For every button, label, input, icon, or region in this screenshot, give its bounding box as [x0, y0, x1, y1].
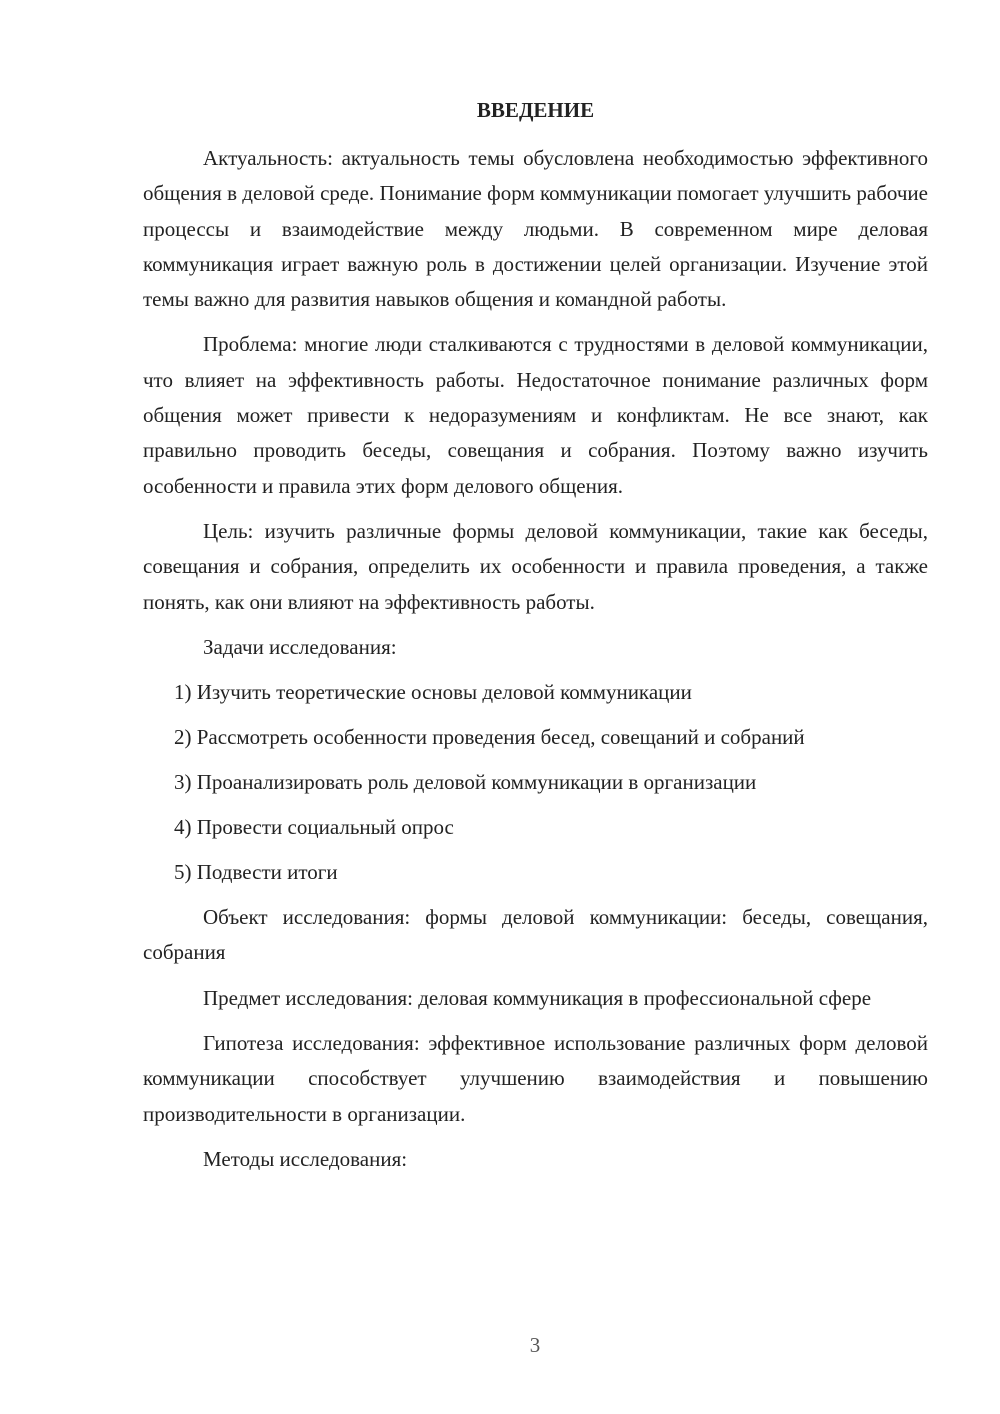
- paragraph-methods-heading: Методы исследования:: [203, 1146, 408, 1171]
- list-item: 4) Провести социальный опрос: [174, 815, 454, 840]
- paragraph-hypothesis: Гипотеза исследования: эффективное использование различных форм деловой коммуникации способствует улучшению взаимодействия и повышению производительности в организации.: [143, 1031, 928, 1126]
- paragraph-problem: Проблема: многие люди сталкиваются с трудностями в деловой коммуникации, что влияет на эффективность работы. Недостаточное понимание различных форм общения может привести к недоразумениям и конфликтам. Не все знают, как правильно проводить беседы, совещания и собрания. Поэтому важно изучить особенности и правила этих форм делового общения.: [143, 332, 928, 498]
- section-title: ВВЕДЕНИЕ: [476, 98, 595, 122]
- list-item: 1) Изучить теоретические основы деловой коммуникации: [174, 680, 692, 705]
- paragraph-goal: Цель: изучить различные формы деловой коммуникации, такие как беседы, совещания и собрания, определить их особенности и правила проведения, а также понять, как они влияют на эффективность работы.: [143, 518, 928, 614]
- list-item: 3) Проанализировать роль деловой коммуникации в организации: [174, 770, 757, 795]
- paragraph-tasks-heading: Задачи исследования:: [203, 634, 397, 659]
- page-number: 3: [529, 1333, 541, 1357]
- list-item: 5) Подвести итоги: [174, 860, 338, 885]
- tasks-list: [143, 675, 928, 890]
- paragraph-object: Объект исследования: формы деловой коммуникации: беседы, совещания, собрания: [143, 905, 928, 965]
- list-item: 2) Рассмотреть особенности проведения бесед, совещаний и собраний: [174, 725, 805, 750]
- paragraph-relevance: Актуальность: актуальность темы обусловлена необходимостью эффективного общения в деловой среде. Понимание форм коммуникации помогает улучшить рабочие процессы и взаимодействие между людьми. В современном мире деловая коммуникация играет важную роль в достижении целей организации. Изучение этой темы важно для развития навыков общения и командной работы.: [143, 146, 928, 312]
- document-page: [143, 95, 928, 1187]
- paragraph-subject: Предмет исследования: деловая коммуникация в профессиональной сфере: [203, 985, 872, 1010]
